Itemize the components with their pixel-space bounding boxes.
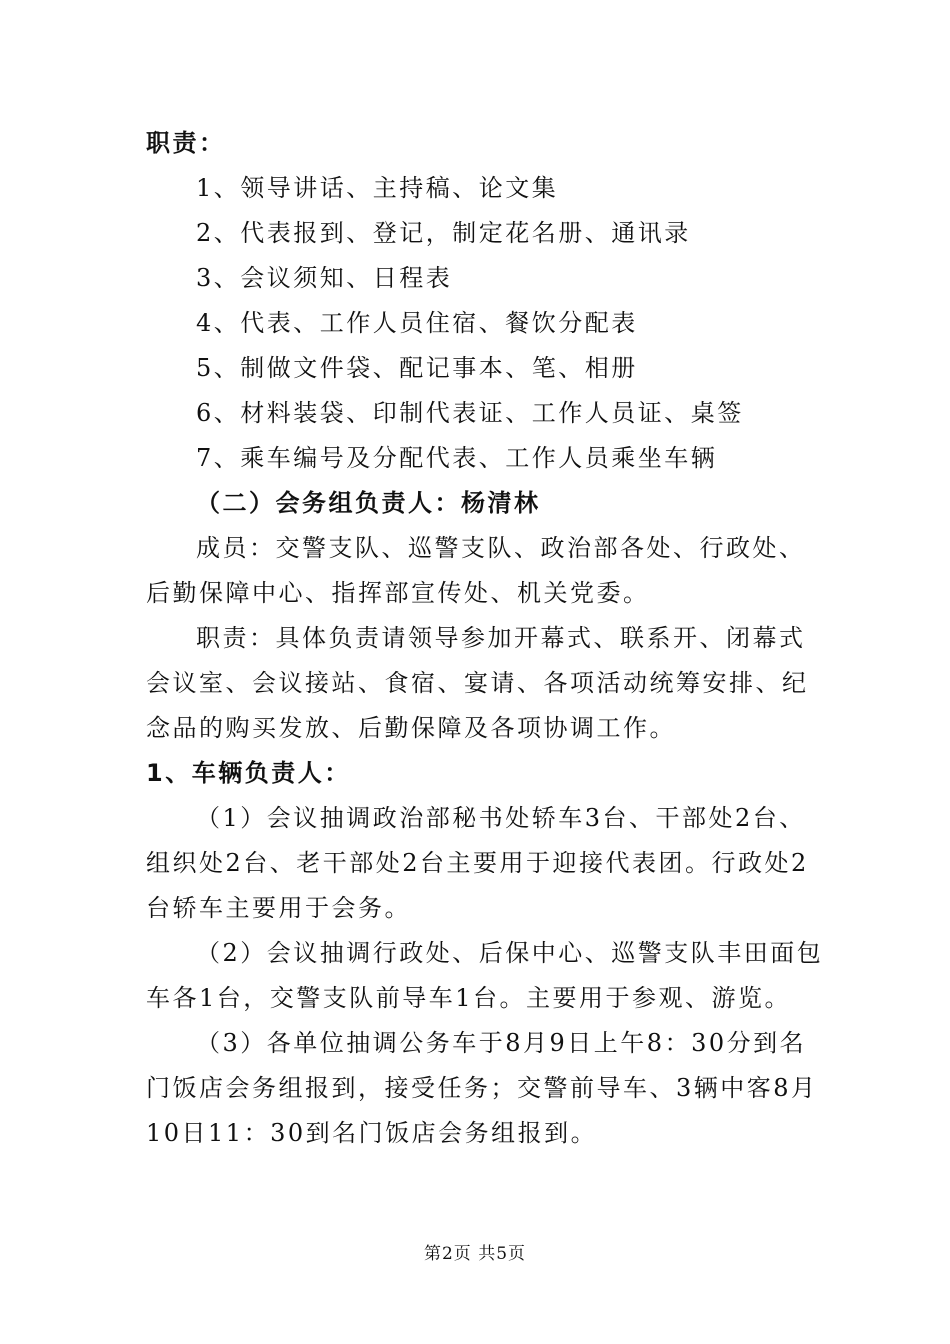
paragraph-line: 10日11：30到名门饭店会务组报到。 [146, 1119, 598, 1147]
duty-item: 4、代表、工作人员住宿、餐饮分配表 [196, 309, 638, 337]
paragraph-line: 门饭店会务组报到，接受任务；交警前导车、3辆中客8月 [146, 1074, 818, 1102]
paragraph-line: 职责：具体负责请领导参加开幕式、联系开、闭幕式 [196, 624, 806, 652]
duty-item: 7、乘车编号及分配代表、工作人员乘坐车辆 [196, 444, 718, 472]
section-heading-duties: 职责： [146, 129, 226, 157]
duty-item: 6、材料装袋、印制代表证、工作人员证、桌签 [196, 399, 744, 427]
paragraph-line: 组织处2台、老干部处2台主要用于迎接代表团。行政处2 [146, 849, 809, 877]
paragraph-line: 念品的购买发放、后勤保障及各项协调工作。 [146, 714, 676, 742]
duty-item: 2、代表报到、登记，制定花名册、通讯录 [196, 219, 691, 247]
paragraph-line: （2）会议抽调行政处、后保中心、巡警支队丰田面包 [196, 939, 824, 967]
paragraph-line: 会议室、会议接站、食宿、宴请、各项活动统筹安排、纪 [146, 669, 809, 697]
paragraph-line: （1）会议抽调政治部秘书处轿车3台、干部处2台、 [196, 804, 806, 832]
section-heading-vehicles: 1、车辆负责人： [146, 759, 351, 787]
page-footer: 第2页 共5页 [423, 1244, 527, 1264]
duty-item: 1、领导讲话、主持稿、论文集 [196, 174, 559, 202]
paragraph-line: 台轿车主要用于会务。 [146, 894, 411, 922]
paragraph-line: （3）各单位抽调公务车于8月9日上午8：30分到名 [196, 1029, 807, 1057]
duty-item: 3、会议须知、日程表 [196, 264, 453, 292]
duty-item: 5、制做文件袋、配记事本、笔、相册 [196, 354, 638, 382]
paragraph-line: 后勤保障中心、指挥部宣传处、机关党委。 [146, 579, 650, 607]
paragraph-line: 车各1台，交警支队前导车1台。主要用于参观、游览。 [146, 984, 792, 1012]
section-heading-affairs-group: （二）会务组负责人：杨清林 [196, 489, 541, 517]
paragraph-line: 成员：交警支队、巡警支队、政治部各处、行政处、 [196, 534, 806, 562]
